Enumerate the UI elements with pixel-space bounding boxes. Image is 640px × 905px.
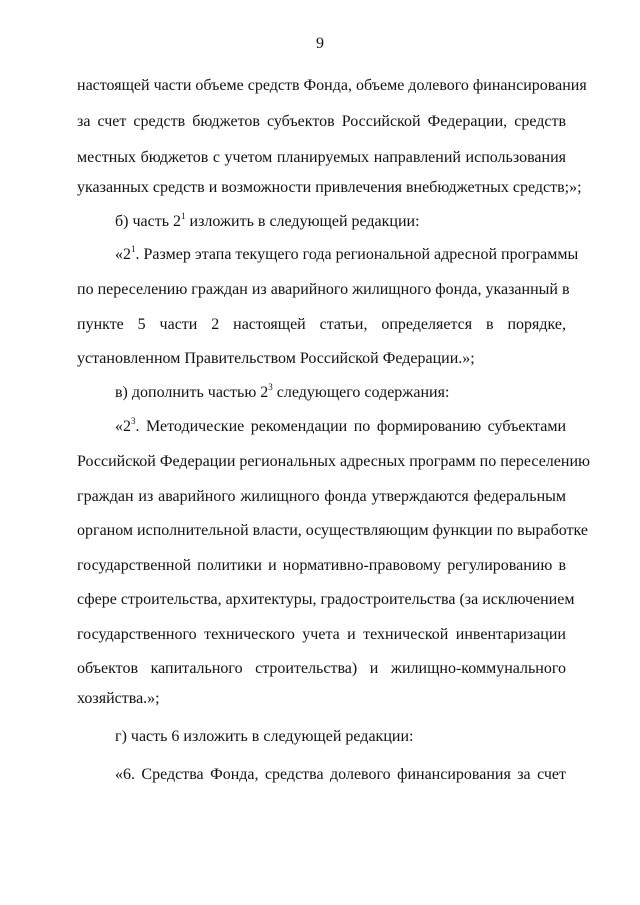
text-line: настоящей части объеме средств Фонда, объеме долевого финансирования <box>77 77 587 94</box>
list-item-b <box>115 212 420 232</box>
text-fragment: изложить в следующей редакции: <box>185 213 420 230</box>
superscript: 3 <box>268 381 273 392</box>
superscript: 3 <box>131 415 136 426</box>
list-item-g: г) часть 6 изложить в следующей редакции: <box>115 728 414 745</box>
text-line: граждан из аварийного жилищного фонда утверждаются федеральным <box>77 488 566 505</box>
text-line: Российской Федерации региональных адресных программ по переселению <box>77 453 590 470</box>
text-fragment: «2 <box>115 246 131 263</box>
list-item-v <box>115 383 449 403</box>
text-line: государственного технического учета и технической инвентаризации <box>77 626 566 643</box>
text-fragment: следующего содержания: <box>272 384 450 401</box>
text-line: государственной политики и нормативно-правовому регулированию в <box>77 557 566 574</box>
text-fragment: в) дополнить частью 2 <box>115 384 269 401</box>
text-line: органом исполнительной власти, осуществляющим функции по выработке <box>77 522 588 539</box>
text-fragment: . Методические рекомендации по формированию субъектами <box>135 418 566 435</box>
text-line: хозяйства.»; <box>77 690 160 707</box>
text-fragment: б) часть 2 <box>115 213 182 230</box>
text-line: по переселению граждан из аварийного жилищного фонда, указанный в <box>77 281 570 298</box>
text-fragment: . Размер этапа текущего года региональной адресной программы <box>135 246 579 263</box>
page-number: 9 <box>316 35 324 52</box>
text-line: объектов капитального строительства) и жилищно-коммунального <box>77 660 566 677</box>
text-line: пункте 5 части 2 настоящей статьи, определяется в порядке, <box>77 316 566 333</box>
superscript: 1 <box>131 243 136 254</box>
superscript: 1 <box>181 210 186 221</box>
text-line: указанных средств и возможности привлечения внебюджетных средств;»; <box>77 179 582 196</box>
text-line: «6. Средства Фонда, средства долевого финансирования за счет <box>115 766 566 783</box>
text-fragment: «2 <box>115 418 131 435</box>
text-line: за счет средств бюджетов субъектов Российской Федерации, средств <box>77 113 566 130</box>
text-line: установленном Правительством Российской Федерации.»; <box>77 350 475 367</box>
text-line <box>115 243 579 265</box>
text-line: местных бюджетов с учетом планируемых направлений использования <box>77 149 566 166</box>
text-line <box>115 417 566 437</box>
text-line: сфере строительства, архитектуры, градостроительства (за исключением <box>77 591 575 608</box>
